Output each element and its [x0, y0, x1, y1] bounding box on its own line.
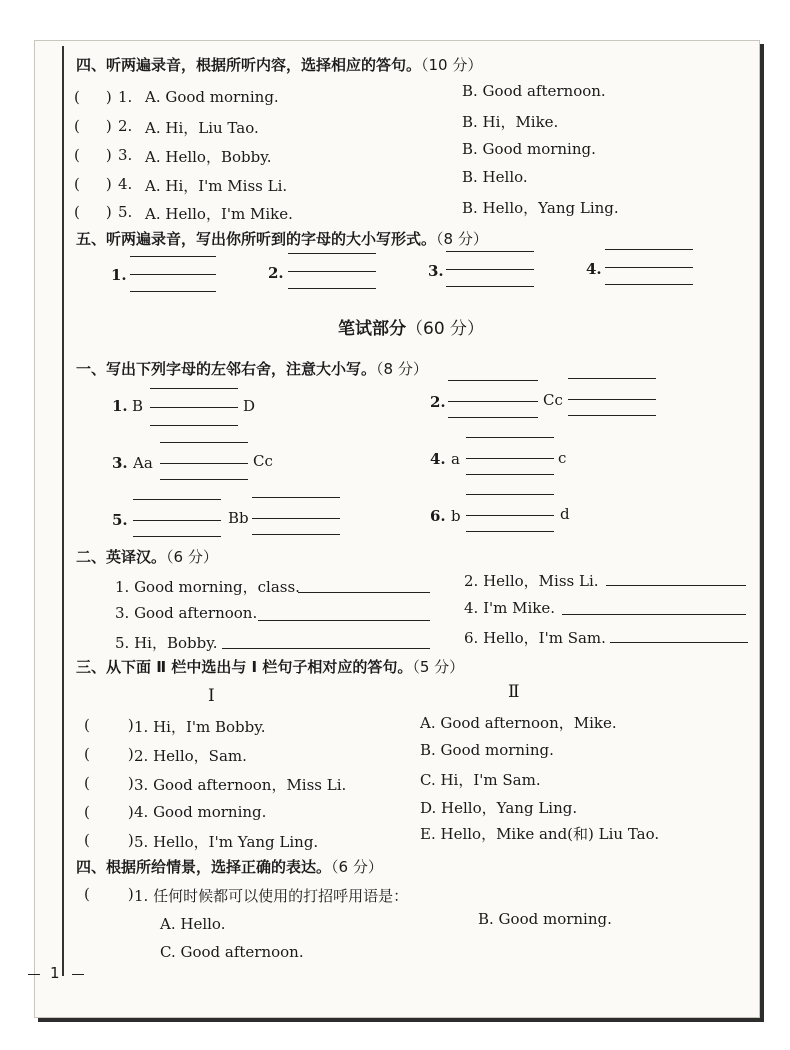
answer-line[interactable]: [222, 648, 430, 649]
option-a: A. Good morning.: [145, 88, 279, 106]
option-a: A. Hello，I'm Mike.: [145, 205, 293, 223]
translation-item: 4. I'm Mike.: [464, 599, 556, 617]
translation-item: 5. Hi，Bobby.: [115, 634, 218, 652]
situation-question: 1. 任何时候都可以使用的打招呼用语是：: [134, 887, 409, 905]
question-number: 5.: [118, 203, 133, 221]
writing-line[interactable]: [130, 256, 216, 257]
answer-paren[interactable]: ( ): [74, 88, 112, 106]
answer-line[interactable]: [606, 585, 746, 586]
option-b: B. Hi，Mike.: [462, 113, 559, 131]
writing-line[interactable]: [150, 425, 238, 426]
option-b: B. Hello.: [462, 168, 528, 186]
writing-line[interactable]: [466, 458, 554, 459]
writing-line[interactable]: [130, 291, 216, 292]
answer-paren[interactable]: ( ): [84, 716, 134, 734]
writing-line[interactable]: [448, 380, 538, 381]
answer-paren[interactable]: ( ): [84, 745, 134, 763]
answer-paren[interactable]: ( ): [84, 885, 134, 903]
writing-line[interactable]: [466, 531, 554, 532]
section-heading: 四、根据所给情景，选择正确的表达。（6 分）: [76, 858, 383, 876]
writing-line[interactable]: [605, 249, 693, 250]
writing-line[interactable]: [130, 274, 216, 275]
given-letter: d: [560, 505, 570, 523]
answer-line[interactable]: [298, 592, 430, 593]
given-letter: a: [451, 450, 460, 468]
item-number: 2.: [430, 393, 446, 411]
item-number: 2.: [268, 264, 284, 282]
question-number: 4.: [118, 175, 133, 193]
given-letter: Bb: [228, 509, 249, 527]
matching-left-item: 1. Hi，I'm Bobby.: [134, 718, 266, 736]
writing-line[interactable]: [160, 442, 248, 443]
option-b: B. Good morning.: [462, 140, 596, 158]
writing-line[interactable]: [446, 269, 534, 270]
question-number: 3.: [118, 146, 133, 164]
writing-line[interactable]: [466, 494, 554, 495]
translation-item: 2. Hello，Miss Li.: [464, 572, 599, 590]
margin-rule: [62, 46, 64, 976]
writing-line[interactable]: [466, 474, 554, 475]
matching-left-item: 3. Good afternoon，Miss Li.: [134, 776, 347, 794]
answer-paren[interactable]: ( ): [74, 175, 112, 193]
matching-right-item: A. Good afternoon，Mike.: [420, 714, 617, 732]
answer-paren[interactable]: ( ): [74, 203, 112, 221]
page-number: 1: [50, 964, 60, 982]
writing-line[interactable]: [288, 288, 376, 289]
given-letter: c: [558, 449, 567, 467]
answer-line[interactable]: [610, 642, 748, 643]
matching-left-item: 4. Good morning.: [134, 803, 267, 821]
question-number: 2.: [118, 117, 133, 135]
column-header-ii: Ⅱ: [508, 682, 520, 702]
translation-item: 6. Hello，I'm Sam.: [464, 629, 606, 647]
writing-line[interactable]: [252, 497, 340, 498]
given-letter: b: [451, 507, 461, 525]
writing-line[interactable]: [568, 378, 656, 379]
answer-paren[interactable]: ( ): [84, 774, 134, 792]
writing-line[interactable]: [150, 388, 238, 389]
matching-left-item: 5. Hello，I'm Yang Ling.: [134, 833, 319, 851]
question-number: 1.: [118, 88, 133, 106]
matching-right-item: B. Good morning.: [420, 741, 554, 759]
section-heading: 五、听两遍录音，写出你所听到的字母的大小写形式。（8 分）: [76, 230, 488, 248]
writing-line[interactable]: [446, 286, 534, 287]
writing-line[interactable]: [568, 415, 656, 416]
choice-option: B. Good morning.: [478, 910, 612, 928]
writing-line[interactable]: [133, 536, 221, 537]
translation-item: 3. Good afternoon.: [115, 604, 258, 622]
writing-line[interactable]: [133, 499, 221, 500]
matching-right-item: C. Hi，I'm Sam.: [420, 771, 541, 789]
page-number-dash: [72, 974, 84, 975]
item-number: 4.: [430, 450, 446, 468]
writing-line[interactable]: [448, 401, 538, 402]
writing-line[interactable]: [605, 267, 693, 268]
translation-item: 1. Good morning，class.: [115, 578, 300, 596]
given-letter: Aa: [133, 454, 153, 472]
given-letter: Cc: [543, 391, 563, 409]
choice-option: C. Good afternoon.: [160, 943, 304, 961]
option-b: B. Good afternoon.: [462, 82, 606, 100]
matching-right-item: D. Hello，Yang Ling.: [420, 799, 578, 817]
item-number: 3.: [112, 454, 128, 472]
given-letter: D: [243, 397, 256, 415]
option-a: A. Hi，I'm Miss Li.: [145, 177, 288, 195]
given-letter: B: [132, 397, 144, 415]
writing-line[interactable]: [605, 284, 693, 285]
writing-line[interactable]: [252, 518, 340, 519]
item-number: 4.: [586, 260, 602, 278]
writing-line[interactable]: [568, 399, 656, 400]
writing-line[interactable]: [466, 515, 554, 516]
item-number: 1.: [111, 266, 127, 284]
section-heading: 四、听两遍录音，根据所听内容，选择相应的答句。（10 分）: [76, 56, 483, 74]
part-title: 笔试部分（60 分）: [338, 319, 485, 339]
matching-right-item: E. Hello，Mike and(和) Liu Tao.: [420, 825, 660, 843]
option-a: A. Hi，Liu Tao.: [145, 119, 259, 137]
writing-line[interactable]: [133, 520, 221, 521]
item-number: 1.: [112, 397, 128, 415]
writing-line[interactable]: [288, 271, 376, 272]
choice-option: A. Hello.: [160, 915, 226, 933]
writing-line[interactable]: [448, 417, 538, 418]
answer-paren[interactable]: ( ): [84, 831, 134, 849]
section-heading: 二、英译汉。（6 分）: [76, 548, 218, 566]
option-a: A. Hello，Bobby.: [145, 148, 272, 166]
writing-line[interactable]: [446, 251, 534, 252]
section-heading: 三、从下面 Ⅱ 栏中选出与 Ⅰ 栏句子相对应的答句。（5 分）: [76, 658, 465, 676]
answer-line[interactable]: [562, 614, 746, 615]
item-number: 6.: [430, 507, 446, 525]
column-header-i: Ⅰ: [208, 686, 215, 706]
matching-left-item: 2. Hello，Sam.: [134, 747, 247, 765]
answer-paren[interactable]: ( ): [74, 146, 112, 164]
writing-line[interactable]: [150, 407, 238, 408]
item-number: 5.: [112, 511, 128, 529]
given-letter: Cc: [253, 452, 273, 470]
writing-line[interactable]: [252, 534, 340, 535]
answer-line[interactable]: [258, 620, 430, 621]
writing-line[interactable]: [288, 253, 376, 254]
option-b: B. Hello，Yang Ling.: [462, 199, 619, 217]
answer-paren[interactable]: ( ): [84, 803, 134, 821]
writing-line[interactable]: [160, 463, 248, 464]
answer-paren[interactable]: ( ): [74, 117, 112, 135]
item-number: 3.: [428, 262, 444, 280]
page-number-dash: [28, 974, 40, 975]
writing-line[interactable]: [466, 437, 554, 438]
writing-line[interactable]: [160, 479, 248, 480]
section-heading: 一、写出下列字母的左邻右舍，注意大小写。（8 分）: [76, 360, 428, 378]
